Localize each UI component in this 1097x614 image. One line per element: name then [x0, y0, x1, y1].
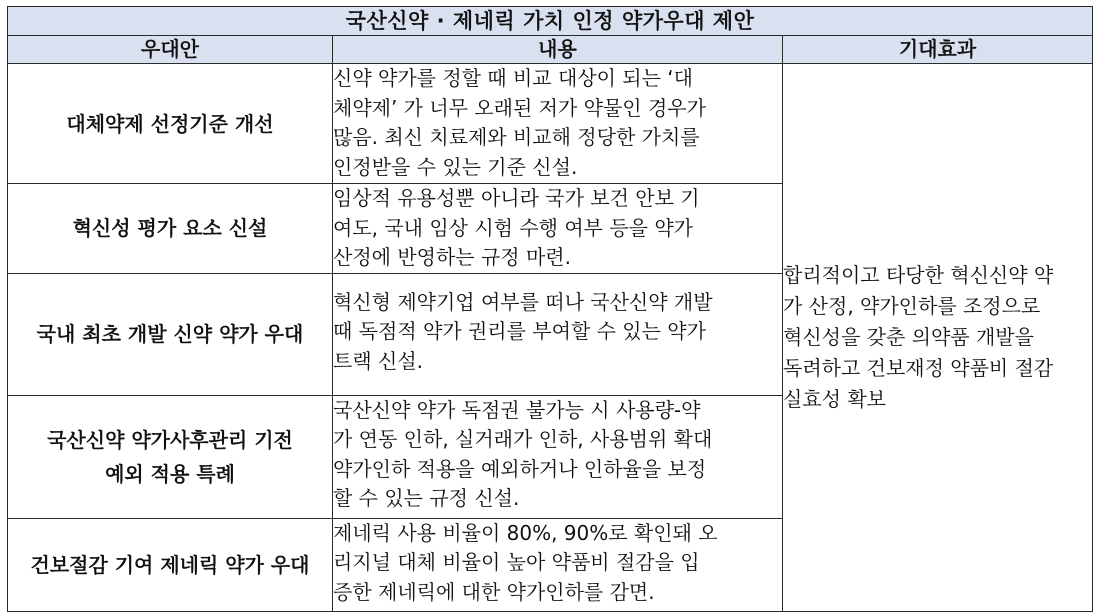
effect-line: 독려하고 건보재정 약품비 절감: [783, 355, 1054, 380]
content-line: 리지널 대체 비율이 높아 약품비 절감을 입: [333, 550, 700, 574]
plan-line: 예외 적용 특례: [105, 461, 235, 486]
content-line: 인정받을 수 있는 기준 신설.: [333, 154, 578, 179]
content-line: 국산신약 약가 독점권 불가능 시 사용량-약: [333, 397, 701, 422]
plan-line: 건보절감 기여 제네릭 약가 우대: [30, 552, 310, 577]
content-line: 약가인하 적용을 예외하거나 인하율을 보정: [333, 456, 707, 481]
content-cell: [333, 64, 783, 184]
content-cell: [333, 395, 783, 518]
plan-line: 혁신성 평가 요소 신설: [72, 216, 268, 241]
content-cell: [333, 184, 783, 274]
effect-line: 실효성 확보: [783, 386, 886, 411]
content-line: 가 연동 인하, 실거래가 인하, 사용범위 확대: [333, 427, 713, 451]
header-row: [8, 36, 1093, 64]
plan-line: 국내 최초 개발 신약 약가 우대: [36, 322, 304, 346]
header-effect: 기대효과: [783, 36, 1093, 64]
content-line: 여도, 국내 임상 시험 수행 여부 등을 약가: [333, 215, 693, 240]
plan-line: 대체약제 선정기준 개선: [66, 111, 274, 136]
plan-cell: [8, 184, 333, 274]
effect-line: 합리적이고 타당한 혁신신약 약: [783, 262, 1054, 287]
header-plan: 우대안: [8, 36, 333, 64]
plan-cell: [8, 395, 333, 518]
content-line: 혁신형 제약기업 여부를 떠나 국산신약 개발: [333, 289, 713, 314]
header-content: 내용: [333, 36, 783, 64]
plan-cell: [8, 518, 333, 611]
content-line: 증한 제네릭에 대한 약가인하를 감면.: [333, 579, 655, 604]
effect-line: 가 산정, 약가인하를 조정으로: [783, 293, 1041, 318]
plan-cell: [8, 64, 333, 184]
plan-cell: [8, 273, 333, 395]
title-row: [8, 7, 1093, 36]
content-line: 할 수 있는 규정 신설.: [333, 486, 520, 510]
content-cell: [333, 518, 783, 611]
content-line: 산정에 반영하는 규정 마련.: [333, 245, 571, 269]
content-line: 체약제’ 가 너무 오래된 저가 약물인 경우가: [333, 95, 706, 120]
table-row: [8, 64, 1093, 184]
plan-line: 국산신약 약가사후관리 기전: [47, 427, 293, 452]
content-line: 트랙 신설.: [333, 348, 423, 373]
content-line: 많음. 최신 치료제와 비교해 정당한 가치를: [333, 125, 700, 149]
table-title: 국산신약 · 제네릭 가치 인정 약가우대 제안: [8, 7, 1093, 36]
content-line: 때 독점적 약가 권리를 부여할 수 있는 약가: [333, 319, 706, 343]
effect-cell: [783, 64, 1093, 612]
content-line: 신약 약가를 정할 때 비교 대상이 되는 ‘대: [333, 66, 693, 90]
content-line: 임상적 유용성뿐 아니라 국가 보건 안보 기: [333, 186, 700, 210]
effect-line: 혁신성을 갖춘 의약품 개발을: [783, 324, 1034, 349]
content-cell: [333, 273, 783, 395]
content-line: 제네릭 사용 비율이 80%, 90%로 확인돼 오: [333, 520, 718, 545]
proposal-table: [7, 6, 1093, 612]
